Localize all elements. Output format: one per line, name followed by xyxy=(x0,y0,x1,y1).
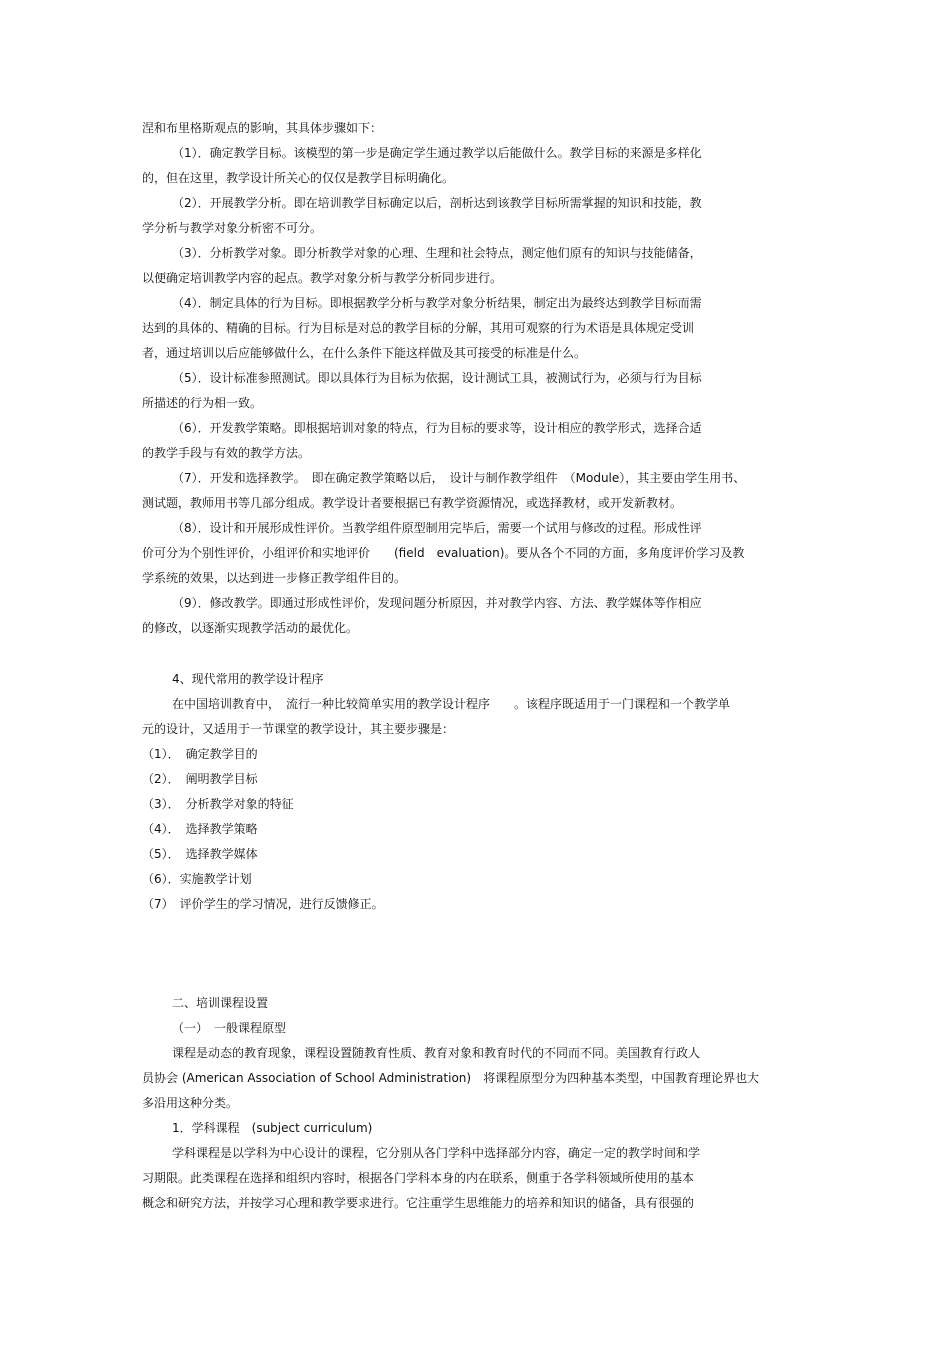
text-line: 测试题，教师用书等几部分组成。教学设计者要根据已有教学资源情况，或选择教材，或开发新教材。 xyxy=(142,496,683,510)
text-line: 者，通过培训以后应能够做什么，在什么条件下能这样做及其可接受的标准是什么。 xyxy=(142,346,587,360)
list-item: （1）． 确定教学目的 xyxy=(142,747,258,761)
text-line: 概念和研究方法，并按学习心理和教学要求进行。它注重学生思维能力的培养和知识的储备，具有很强的 xyxy=(142,1196,695,1210)
list-item: （6）．实施教学计划 xyxy=(142,872,252,886)
text-line: 价可分为个别性评价，小组评价和实地评价 (field evaluation)。要从各个不同的方面，多角度评价学习及教 xyxy=(142,546,745,560)
text-line: 的修改，以逐渐实现教学活动的最优化。 xyxy=(142,621,359,635)
text-line: 习期限。此类课程在选择和组织内容时，根据各门学科本身的内在联系，侧重于各学科领域所使用的基本 xyxy=(142,1171,695,1185)
text-line: 多沿用这种分类。 xyxy=(142,1096,239,1110)
text-line: 所描述的行为相一致。 xyxy=(142,396,263,410)
section-heading: 4、现代常用的教学设计程序 xyxy=(172,672,324,686)
text-line: 员协会 (American Association of School Administration) 将课程原型分为四种基本类型，中国教育理论界也大 xyxy=(142,1071,760,1085)
text-line: （1）．确定教学目标。该模型的第一步是确定学生通过教学以后能做什么。教学目标的来源是多样化 xyxy=(172,146,702,160)
text-line: 达到的具体的、精确的目标。行为目标是对总的教学目标的分解，其用可观察的行为术语是具体规定受训 xyxy=(142,321,695,335)
section-heading: 二、培训课程设置 xyxy=(172,996,269,1010)
subsection-heading: （一） 一般课程原型 xyxy=(172,1021,287,1035)
text-line: 学系统的效果，以达到进一步修正教学组件目的。 xyxy=(142,571,407,585)
text-line: （5）．设计标准参照测试。即以具体行为目标为依据，设计测试工具，被测试行为，必须与行为目标 xyxy=(172,371,702,385)
text-line: （3）．分析教学对象。即分析教学对象的心理、生理和社会特点，测定他们原有的知识与技能储备， xyxy=(172,246,702,260)
text-line: 元的设计，又适用于一节课堂的教学设计，其主要步骤是： xyxy=(142,722,455,736)
list-item: （4）． 选择教学策略 xyxy=(142,822,258,836)
text-line: （9）．修改教学。即通过形成性评价，发现问题分析原因，并对教学内容、方法、教学媒体等作相应 xyxy=(172,596,702,610)
text-line: （4）．制定具体的行为目标。即根据教学分析与教学对象分析结果，制定出为最终达到教学目标而需 xyxy=(172,296,702,310)
list-item: （3）． 分析教学对象的特征 xyxy=(142,797,294,811)
text-line: 课程是动态的教育现象，课程设置随教育性质、教育对象和教育时代的不同而不同。美国教育行政人 xyxy=(172,1046,701,1060)
list-item: （5）． 选择教学媒体 xyxy=(142,847,258,861)
text-line: 学科课程是以学科为中心设计的课程，它分别从各门学科中选择部分内容，确定一定的教学时间和学 xyxy=(172,1146,701,1160)
list-item: （2）． 阐明教学目标 xyxy=(142,772,258,786)
text-line: 的教学手段与有效的教学方法。 xyxy=(142,446,311,460)
text-line: 以便确定培训教学内容的起点。教学对象分析与教学分析同步进行。 xyxy=(142,271,503,285)
text-line: （7）．开发和选择教学。 即在确定教学策略以后， 设计与制作教学组件 （Module），其主要由学生用书、 xyxy=(172,471,746,485)
subsection-heading: 1．学科课程 (subject curriculum) xyxy=(172,1121,373,1135)
text-line: 学分析与教学对象分析密不可分。 xyxy=(142,221,323,235)
text-line: （2）．开展教学分析。即在培训教学目标确定以后，剖析达到该教学目标所需掌握的知识和技能，教 xyxy=(172,196,702,210)
list-item: （7） 评价学生的学习情况，进行反馈修正。 xyxy=(142,897,384,911)
text-line: （6）．开发教学策略。即根据培训对象的特点，行为目标的要求等，设计相应的教学形式，选择合适 xyxy=(172,421,702,435)
text-line: 的，但在这里，教学设计所关心的仅仅是教学目标明确化。 xyxy=(142,171,455,185)
text-line: 涅和布里格斯观点的影响，其具体步骤如下： xyxy=(142,121,383,135)
text-line: （8）．设计和开展形成性评价。当教学组件原型制用完毕后，需要一个试用与修改的过程。形成性评 xyxy=(172,521,702,535)
text-line: 在中国培训教育中， 流行一种比较简单实用的教学设计程序 。该程序既适用于一门课程和一个教学单 xyxy=(172,697,731,711)
